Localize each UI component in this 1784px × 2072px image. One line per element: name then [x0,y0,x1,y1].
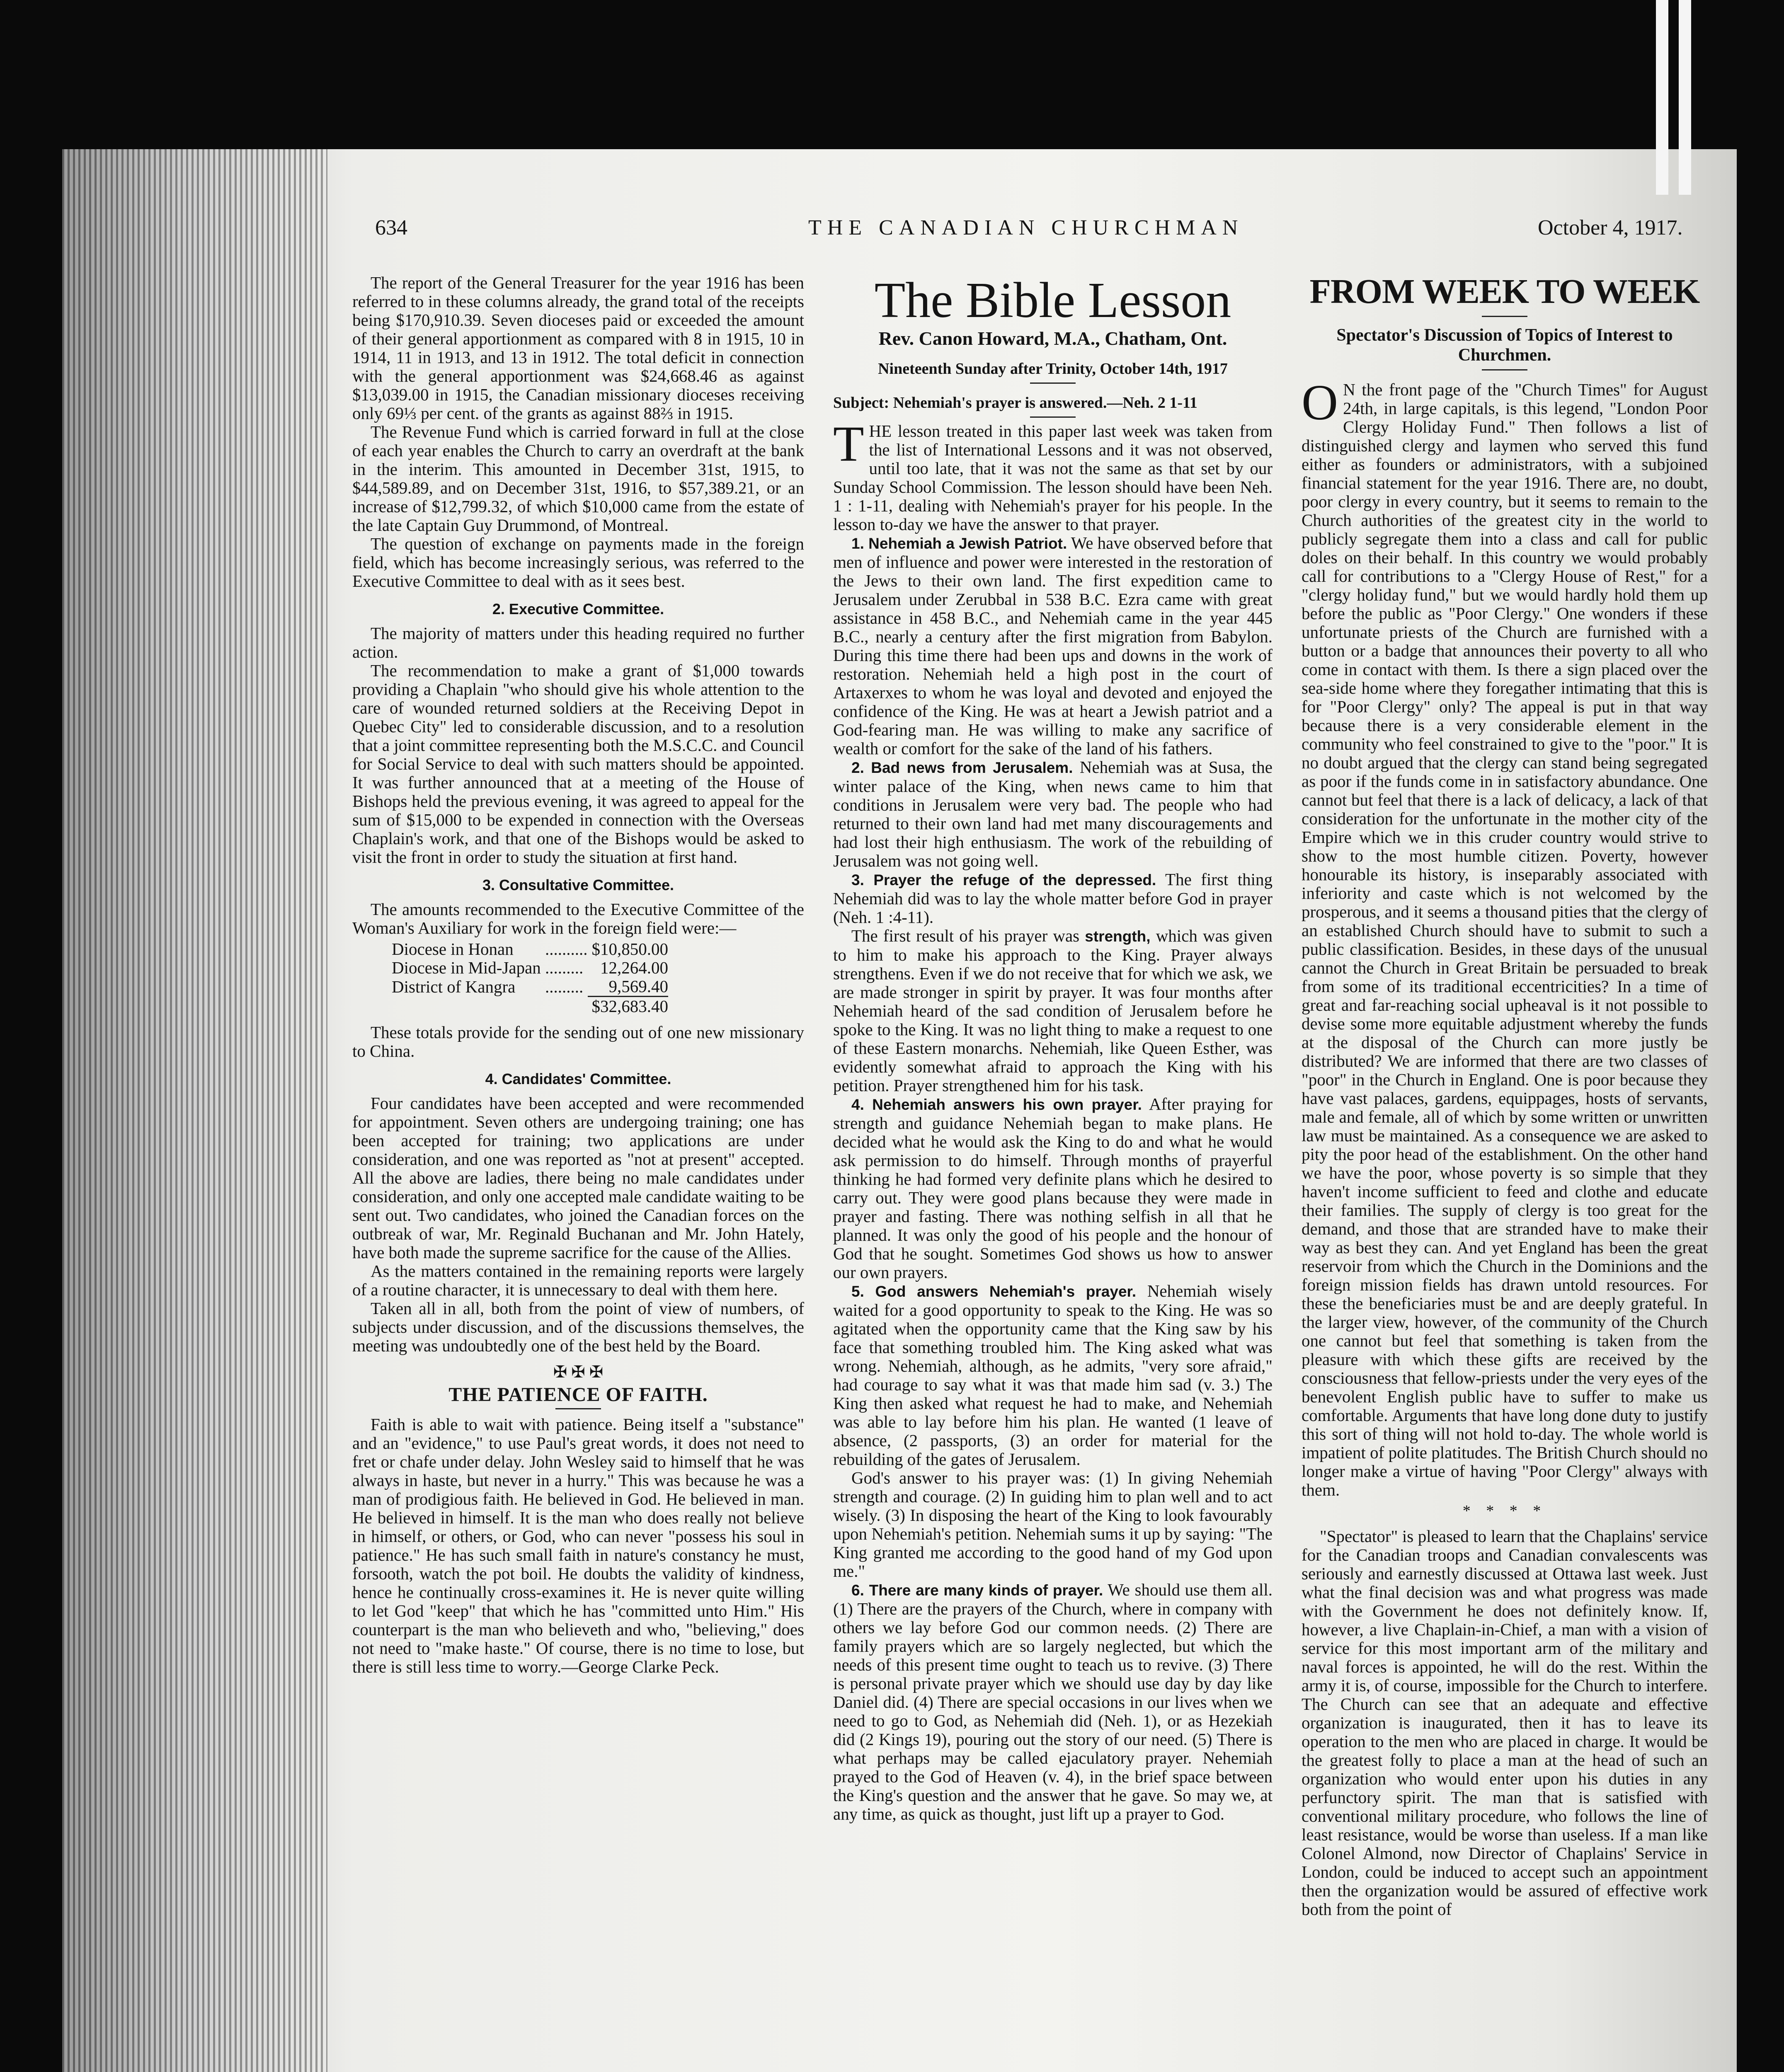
column-2 [833,269,1273,1823]
film-marker [1656,0,1668,195]
paragraph-text: Nehemiah wisely waited for a good opportunity to speak to the King. He was so agitated when the opportunity came that the King saw by his face that something troubled him. The King asked what was wrong. Nehemiah, although, as he admits, "very sore afraid," had courage to say what it was that made him sad (v. 3.) The King then asked what request he had to make, and Nehemiah was able to lay before him his plan. He wanted (1 leave of absence, (2 passports, (3) an order for material for the rebuilding of the gates of Jerusalem. [833,1281,1273,1469]
ornament: ✠ ✠ ✠ [553,1363,604,1381]
paragraph-text: The first result of his prayer was [851,926,1080,945]
paragraph-text: N the front page of the "Church Times" for August 24th, in large capitals, is this legend, "London Poor Clergy Holiday Fund." Then follows a list of distinguished clergy and laymen who served this fund either as founders or administrators, with a subjoined financial statement for the year 1916. There are, no doubt, poor clergy in every country, but it seems to remain to the Church authorities of the greatest city in the world to publicly segregate them into a class and call for public doles on their behalf. In this country we would probably call for contributions to a "Clergy House of Rest," for a "clergy holiday fund," but we would hardly hold them up before the public as "Poor Clergy." One wonders if these unfortunate priests of the Church are furnished with a button or a badge that announces their poverty to all who come in contact with them. Is there a sign placed over the sea-side home where they foregather intimating that this is for "Poor Clergy" only? The appeal is put in that way because there is a very considerable element in the community who feel constrained to give to the "poor." It is no doubt argued that the clergy can stand being segregated as poor if the funds come in in satisfactory abundance. One cannot but feel that there is a lack of delicacy, a lack of that consideration for the unfortunate in the mother city of the Empire which we in this cruder country would strive to show to the most humble citizen. Poverty, however honourable its history, is inseparably associated with inferiority and caste which is not welcomed by the prosperous, and it seems a thousand pities that the clergy of an established Church should have to submit to such a public classification. Besides, in these days of the unusual cannot the Church in Great Britain be persuaded to break from some of its traditional eccentricities? In a time of great and far-reaching social upheaval is it not possible to devise some more equitable adjustment whereby the funds at the disposal of the Church can more justly be distributed? We are informed that there are two classes of "poor" in the Church in England. One is poor because they have vast palaces, gardens, equippages, hosts of servants, male and female, all of which by some written or unwritten law must be maintained. As a consequence we are asked to pity the poor head of the establishment. On the other hand we have the poor, whose poverty is so simple that they haven't income sufficient to feed and clothe and educate their families. The supply of clergy is too great for the demand, and those that are stranded have to make their way as best they can. And yet England has been the great reservoir from which the Church in the Dominions and the foreign mission fields has drawn untold resources. For these the beneficiaries must be and are deeply grateful. In the larger view, however, of the community of the Church one cannot but feel that something is taken from the pleasure with which these gifts are received by the consciousness that fellow-priests under the very eyes of the benevolent English public have to suffer to make us comfortable. Arguments that have long done duty to justify this sort of thing will not hold to-day. The whole world is impatient of polite platitudes. The British Church should no longer make a virtue of having "Poor Clergy" always with them. [1302,380,1708,1499]
dot-leader: ......... [541,958,584,977]
paragraph [833,927,1273,1095]
section-heading: 3. Consultative Committee. [482,876,674,893]
paragraph-text: which was given to him to make his approach to the King. Prayer always strengthens. Even if we do not receive that for which we ask, we are made stronger in spirit by prayer. It was four months after Nehemiah heard of the sad condition of Jerusalem before he spoke to the King. It was no light thing to make a request to one of these Eastern monarchs. Nehemiah, like Queen Esther, was evidently somewhat afraid to approach the King with his petition. Prayer strengthened him for his task. [833,926,1273,1095]
article-title: FROM WEEK TO WEEK [1309,272,1700,311]
paragraph: Four candidates have been accepted and were recommended for appointment. Seven others are undergoing training; one has been accepted for training; two applications are under consideration, and one was reported as "not at present" accepted. All the above are ladies, there being no male candidates under consideration, and only one accepted male candidate waiting to be sent out. Two candidates, who joined the Canadian forces on the outbreak of war, Mr. Reginald Buchanan and Mr. John Hately, have both made the supreme sacrifice for the cause of the Allies. [352,1094,804,1262]
paragraph: The amounts recommended to the Executive Committee of the Woman's Auxiliary for work in the foreign field were:— [352,900,804,937]
film-marker [1679,0,1691,195]
section-heading: 6. There are many kinds of prayer. [851,1582,1103,1599]
paragraph: The report of the General Treasurer for the year 1916 has been referred to in these columns already, the grand total of the receipts being $170,910.39. Seven dioceses paid or exceeded the amount of their general apportionment as compared with 8 in 1915, 10 in 1914, 11 in 1913, and 13 in 1912. The total deficit in connection with the general apportionment was $24,668.46 as against $13,039.00 in 1915, the Canadian missionary dioceses receiving only 69⅓ per cent. of the grants as against 88⅔ in 1915. [352,273,804,423]
newspaper-title: THE CANADIAN CHURCHMAN [808,216,1244,240]
column-3 [1302,269,1708,1919]
paragraph: The Revenue Fund which is carried forward in full at the close of each year enables the Church to carry an overdraft at the bank in the interim. This amounted in December 31st, 1915, to $44,589.89, and on December 31st, 1916, to $57,389.21, or an increase of $12,799.32, of which $10,000 came from the estate of the late Captain Guy Drummond, of Montreal. [352,422,804,535]
section-heading: 3. Prayer the refuge of the depressed. [851,871,1156,888]
column-1 [352,274,804,1676]
section-heading: 2. Bad news from Jerusalem. [851,759,1073,776]
book-page-edges [62,149,327,2072]
diocese-amount: 9,569.40 [608,977,669,996]
section-heading: 4. Candidates' Committee. [485,1070,671,1087]
issue-date: October 4, 1917. [1538,216,1683,240]
paragraph [833,1282,1273,1469]
paragraph [833,870,1273,927]
article-title: The Bible Lesson [874,272,1231,328]
table-row [392,940,668,959]
paragraph: The recommendation to make a grant of $1,000 towards providing a Chaplain "who should give his whole attention to the care of wounded returned soldiers at the Receiving Depot in Quebec City" led to considerable discussion, and to a resolution that a joint committee representing both the M.S.C.C. and Council for Social Service to deal with such matters should be appointed. It was further announced that at a meeting of the House of Bishops held the previous evening, it was agreed to appeal for the sum of $15,000 to be expended in connection with the Overseas Chaplain's work, and that one of the Bishops would be asked to visit the front in order to study the situation at first hand. [352,661,804,867]
section-heading: 2. Executive Committee. [492,600,664,617]
paragraph: "Spectator" is pleased to learn that the Chaplains' service for the Canadian troops and Canadian convalescents was seriously and earnestly discussed at Ottawa last week. Just what the final decision was and what progress was made with the Government he does not definitely know. If, however, a live Chaplain-in-Chief, a man with a vision of service for this most important arm of the military and naval forces is appointed, he will do the rest. Within the army it is, of course, impossible for the Church to interfere. The Church can see that an adequate and effective organization is inaugurated, then it has to leave its operation to the men who are placed in charge. It would be the greatest folly to place a man at the head of such an organization who would enter upon his duties in any perfunctory spirit. The man that is satisfied with conventional military procedure, who follows the line of least resistance, would be worse than useless. If a man like Colonel Almond, now Director of Chaplains' Service in London, could be induced to accept such an appointment then the organization would be assured of effective work both from the point of [1302,1527,1708,1919]
drop-cap: O [1302,375,1338,431]
diocese-table [392,940,668,1016]
paragraph: The majority of matters under this heading required no further action. [352,624,804,661]
paragraph-text: Nehemiah was at Susa, the winter palace of the King, when news came to him that conditions in Jerusalem were very bad. The people who had returned to their own land had met many discouragements and had lost their high enthusiasm. The work of the rebuilding of Jerusalem was not going well. [833,758,1273,870]
emphasis: strength, [1085,928,1151,945]
section-heading: 4. Nehemiah answers his own prayer. [851,1096,1142,1113]
divider [555,1408,601,1409]
paragraph-text: HE lesson treated in this paper last week was taken from the list of International Lessons and it was not observed, until too late, that it was not the same as that set by our Sunday School Commission. The lesson should have been Neh. 1 : 1-11, dealing with Nehemiah's prayer for his people. In the lesson to-day we have the answer to that prayer. [833,421,1273,534]
paragraph: God's answer to his prayer was: (1) In giving Nehemiah strength and courage. (2) In guiding him to plan well and to act wisely. (3) In disposing the heart of the King to look favourably upon Nehemiah's petition. Nehemiah sums it up by saying: "The King granted me according to the good hand of my God upon me." [833,1468,1273,1581]
dot-leader: ......... [541,977,584,996]
divider [1482,369,1527,370]
paragraph: Faith is able to wait with patience. Being itself a "substance" and an "evidence," to use Paul's great words, it does not need to fret or chafe under delay. John Wesley said to himself that he was always in haste, but never in a hurry." This was because he was a man of prodigious faith. He believed in God. He believed in man. He believed in himself. It is the man who does really not believe in himself, or others, or God, who can never "possess his soul in patience." He has such small faith in nature's constancy he must, forsooth, watch the pot boil. He doubts the validity of kindness, hence he continually cross-examines it. He is never quite willing to let God "keep" that which he has "committed unto Him." His counterpart is the man who believeth and who, "believing," does not need to "make haste." Of course, there is no time to lose, but there is still less time to worry.—George Clarke Peck. [352,1415,804,1676]
diocese-name: Diocese in Mid-Japan [392,958,541,977]
divider [1030,416,1076,418]
paragraph: The question of exchange on payments made in the foreign field, which has become increasingly serious, was referred to the Executive Committee to deal with as it sees best. [352,534,804,591]
page-number: 634 [375,216,407,240]
total-amount: $32,683.40 [588,997,669,1016]
paragraph: Taken all in all, both from the point of view of numbers, of subjects under discussion, and of the discussions themselves, the meeting was undoubtedly one of the best held by the Board. [352,1299,804,1355]
divider [1482,316,1527,317]
paragraph: As the matters contained in the remaining reports were largely of a routine character, it is unnecessary to deal with them here. [352,1261,804,1299]
subject-line: Subject: Nehemiah's prayer is answered.—Neh. 2 1-11 [833,394,1197,411]
dot-leader: .......... [541,939,588,959]
date-line: Nineteenth Sunday after Trinity, October 14th, 1917 [878,360,1228,378]
paragraph-text: We have observed before that men of influence and power were interested in the restoration of the Jews to their own land. The first expedition came to Jerusalem under Zerubbal in 538 B.C. Ezra came with great assistance in 458 B.C., and Nehemiah came in the year 445 B.C., nearly a century after the first migration from Babylon. During this time there had been ups and downs in the work of restoration. Nehemiah held a high post in the court of Artaxerxes to whom he was loyal and devoted and enjoyed the confidence of the King. He was at heart a Jewish patriot and a God-fearing man. He was willing to make any sacrifice of wealth or comfort for the sake of the land of his fathers. [833,533,1273,758]
paragraph [833,416,1273,534]
paragraph-text: After praying for strength and guidance Nehemiah began to make plans. He decided what he would ask the King to do and what he would ask permission to do himself. Through months of prayerful thinking he had formed very definite plans which he desired to carry out. They were good plans because they were made in prayer and fasting. There was nothing selfish in all that he planned. It was only the good of his people and the honour of God that he sought. Sometimes God shows us how to answer our own prayers. [833,1094,1273,1282]
table-row [392,959,668,977]
diocese-name: Diocese in Honan [392,939,514,959]
author-line: Rev. Canon Howard, M.A., Chatham, Ont. [878,328,1227,349]
paragraph [1302,375,1708,1499]
section-separator: * * * * [1462,1502,1547,1520]
section-heading: 5. God answers Nehemiah's prayer. [851,1283,1137,1300]
article-title: THE PATIENCE OF FAITH. [448,1384,708,1406]
paragraph [833,1581,1273,1823]
divider [1030,382,1076,384]
diocese-amount: $10,850.00 [591,939,669,959]
paragraph [833,1095,1273,1282]
article-subtitle: Spectator's Discussion of Topics of Interest to Churchmen. [1336,326,1673,365]
diocese-name: District of Kangra [392,977,516,996]
paragraph [833,758,1273,870]
paragraph-text: The first thing Nehemiah did was to lay the whole matter before God in prayer (Neh. 1 :4-11). [833,870,1273,927]
diocese-amount: 12,264.00 [600,958,669,977]
paragraph [833,534,1273,758]
section-heading: 1. Nehemiah a Jewish Patriot. [851,535,1067,552]
paragraph-text: We should use them all. (1) There are the prayers of the Church, where in company with others we lay before God our common needs. (2) There are family prayers which are so largely neglected, but which the needs of this present time ought to teach us to revive. (3) There is personal private prayer which we should use day by day like Daniel did. (4) There are special occasions in our lives when we need to go to God, as Nehemiah did (Neh. 1), or as Hezekiah did (2 Kings 19), pouring out the story of our need. (5) There is what perhaps may be called ejaculatory prayer. Nehemiah prayed to the God of Heaven (v. 4), in the brief space between the King's question and the answer that he gave. So may we, at any time, as quick as thought, just lift up a prayer to God. [833,1580,1273,1823]
drop-cap: T [833,416,864,472]
table-row [392,997,668,1016]
table-row [392,977,668,997]
paragraph: These totals provide for the sending out of one new missionary to China. [352,1023,804,1060]
